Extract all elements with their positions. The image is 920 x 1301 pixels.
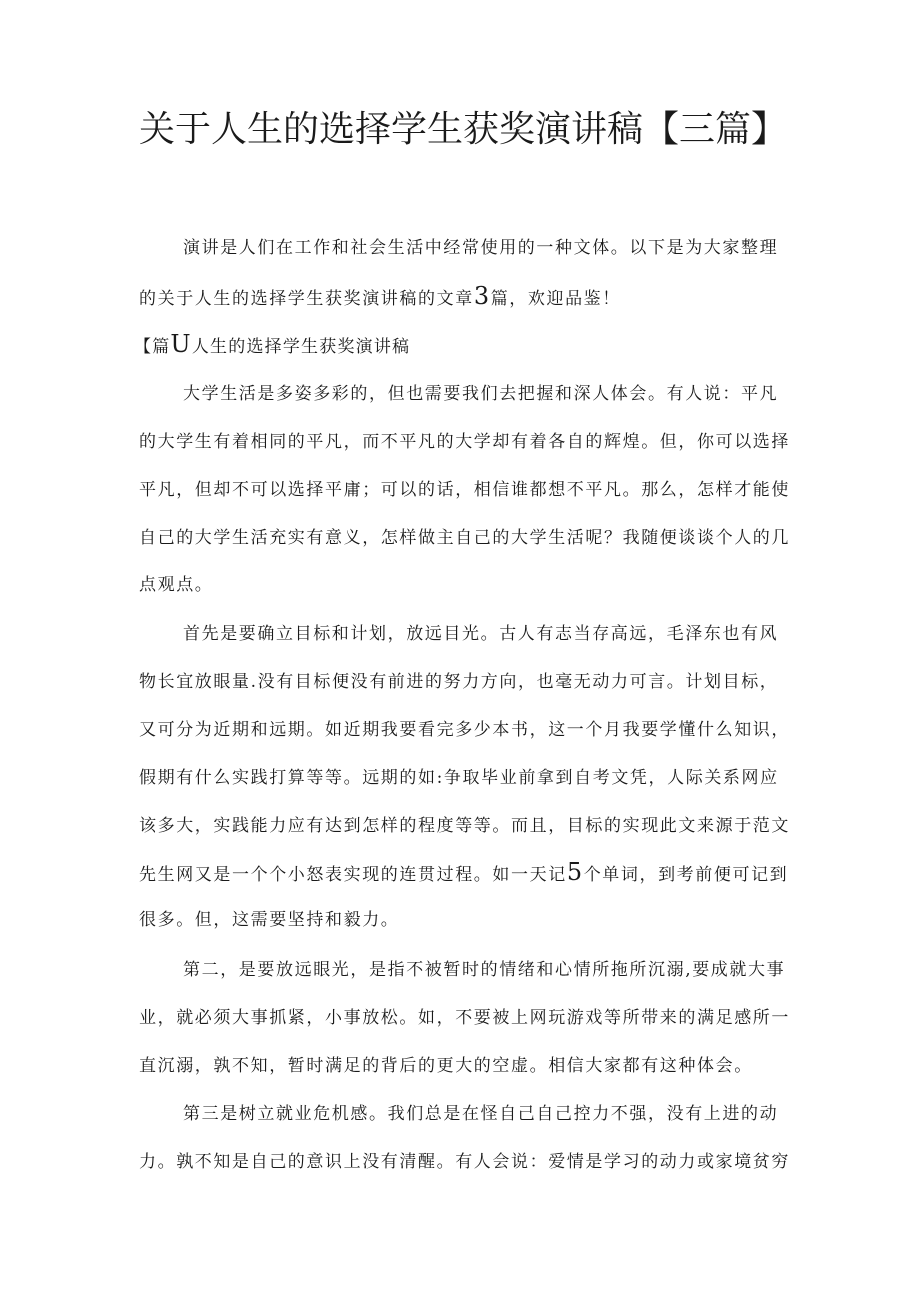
p2-line-1: 首先是要确立目标和计划，放远目光。古人有志当存高远，毛泽东也有风 bbox=[183, 624, 779, 644]
p2-line-6-text-b: 个单词，到考前便可记到 bbox=[583, 865, 789, 885]
p1-line-3: 平凡，但却不可以选择平庸；可以的话，相信谁都想不平凡。那么，怎样才能使 bbox=[139, 480, 790, 500]
p2-line-7: 很多。但，这需要坚持和毅力。 bbox=[139, 910, 400, 930]
p2-line-6-text-a: 先生网又是一个个小怒表实现的连贯过程。如一天记 bbox=[139, 865, 567, 885]
p2-line-5: 该多大，实践能力应有达到怎样的程度等等。而且，目标的实现此文来源于范文 bbox=[139, 816, 790, 836]
intro-line-2 bbox=[139, 284, 621, 311]
p4-line-2: 力。孰不知是自己的意识上没有清醒。有人会说：爱情是学习的动力或家境贫穷 bbox=[139, 1152, 790, 1172]
p2-line-2: 物长宜放眼量.没有目标便没有前进的努力方向，也毫无动力可言。计划目标， bbox=[139, 672, 779, 692]
p1-line-1: 大学生活是多姿多彩的，但也需要我们去把握和深人体会。有人说：平凡 bbox=[183, 384, 779, 404]
intro-line-2-text-b: 篇，欢迎品鉴！ bbox=[490, 289, 621, 309]
section-1-heading-a: 【篇 bbox=[134, 337, 171, 357]
p3-line-2: 业，就必须大事抓紧，小事放松。如，不要被上网玩游戏等所带来的满足感所一 bbox=[139, 1008, 790, 1028]
document-title: 关于人生的选择学生获奖演讲稿【三篇】 bbox=[139, 109, 788, 150]
p4-line-1: 第三是树立就业危机感。我们总是在怪自己自己控力不强，没有上进的动 bbox=[183, 1104, 779, 1124]
intro-line-1: 演讲是人们在工作和社会生活中经常使用的一种文体。以下是为大家整理 bbox=[183, 238, 779, 258]
section-1-heading-c: 人生的选择学生获奖演讲稿 bbox=[191, 337, 411, 357]
p2-line-4: 假期有什么实践打算等等。远期的如:争取毕业前拿到自考文凭，人际关系网应 bbox=[139, 768, 779, 788]
section-1-heading-b: U bbox=[170, 330, 192, 358]
article-count: 3 bbox=[473, 282, 491, 310]
p2-line-6 bbox=[139, 860, 788, 887]
section-1-heading bbox=[134, 332, 410, 359]
word-count: 5 bbox=[566, 858, 584, 886]
p3-line-3: 直沉溺，孰不知，暂时满足的背后的更大的空虚。相信大家都有这种体会。 bbox=[139, 1056, 753, 1076]
p1-line-4: 自己的大学生活充实有意义，怎样做主自己的大学生活呢？我随便谈谈个人的几 bbox=[139, 528, 790, 548]
p2-line-3: 又可分为近期和远期。如近期我要看完多少本书，这一个月我要学懂什么知识， bbox=[139, 720, 790, 740]
p1-line-2: 的大学生有着相同的平凡，而不平凡的大学却有着各自的辉煌。但，你可以选择 bbox=[139, 432, 790, 452]
p3-line-1: 第二，是要放远眼光，是指不被暂时的情绪和心情所拖所沉溺,要成就大事 bbox=[183, 960, 786, 980]
p1-line-5: 点观点。 bbox=[139, 575, 214, 595]
intro-line-2-text-a: 的关于人生的选择学生获奖演讲稿的文章 bbox=[139, 289, 474, 309]
